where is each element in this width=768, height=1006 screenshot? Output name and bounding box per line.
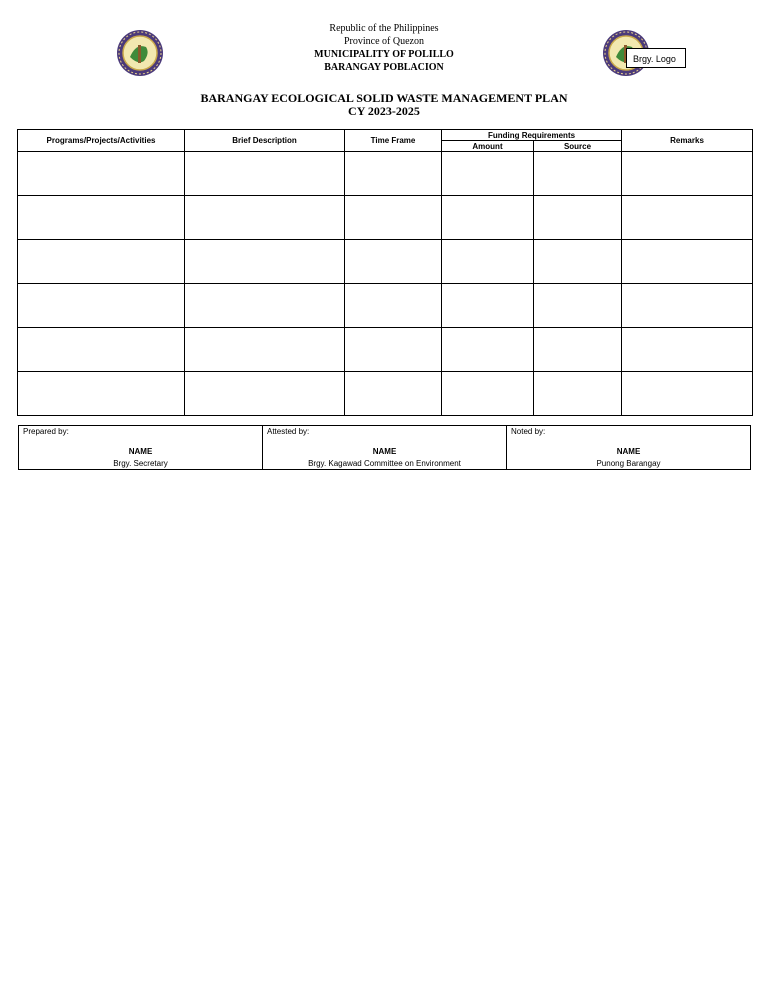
plan-table [17, 129, 753, 416]
table-cell[interactable] [18, 328, 185, 372]
table-cell[interactable] [442, 196, 534, 240]
col-header-remarks: Remarks [622, 130, 753, 152]
title-line: BARANGAY ECOLOGICAL SOLID WASTE MANAGEMENT PLAN [200, 91, 568, 105]
table-cell[interactable] [345, 240, 442, 284]
col-header-timeframe: Time Frame [345, 130, 442, 152]
table-cell[interactable] [534, 372, 622, 416]
table-cell[interactable] [534, 152, 622, 196]
table-cell[interactable] [18, 372, 185, 416]
signatory-label: Noted by: [511, 427, 546, 436]
signatory-name: NAME [128, 447, 153, 456]
table-row [18, 240, 753, 284]
signatory-label: Prepared by: [23, 427, 69, 436]
col-header-amount: Amount [442, 141, 534, 152]
table-cell[interactable] [345, 196, 442, 240]
signatories-block [18, 425, 751, 470]
table-cell[interactable] [345, 372, 442, 416]
document-title [0, 92, 768, 118]
signatory-name: NAME [372, 447, 397, 456]
col-header-programs: Programs/Projects/Activities [18, 130, 185, 152]
table-cell[interactable] [345, 328, 442, 372]
table-cell[interactable] [622, 328, 753, 372]
signatory-attested [263, 426, 507, 469]
table-cell[interactable] [18, 284, 185, 328]
table-cell[interactable] [622, 284, 753, 328]
table-cell[interactable] [622, 372, 753, 416]
header-republic: Republic of the Philippines [329, 23, 439, 34]
table-cell[interactable] [442, 240, 534, 284]
col-header-source: Source [534, 141, 622, 152]
table-cell[interactable] [18, 196, 185, 240]
table-row [18, 328, 753, 372]
table-row [18, 284, 753, 328]
signatory-role: Brgy. Kagawad Committee on Environment [308, 459, 461, 468]
table-cell[interactable] [185, 196, 345, 240]
document-header [0, 22, 768, 74]
brgy-logo-placeholder: Brgy. Logo [626, 48, 686, 68]
table-cell[interactable] [622, 196, 753, 240]
table-cell[interactable] [185, 284, 345, 328]
header-barangay: BARANGAY POBLACION [324, 62, 444, 73]
table-cell[interactable] [185, 372, 345, 416]
table-cell[interactable] [442, 152, 534, 196]
signatory-role: Brgy. Secretary [113, 459, 168, 468]
table-cell[interactable] [622, 240, 753, 284]
signatory-prepared [19, 426, 263, 469]
signatory-noted [507, 426, 750, 469]
table-row [18, 196, 753, 240]
table-cell[interactable] [442, 284, 534, 328]
signatory-role: Punong Barangay [596, 459, 661, 468]
table-cell[interactable] [534, 196, 622, 240]
signatory-name: NAME [616, 447, 641, 456]
col-header-funding: Funding Requirements [442, 130, 622, 141]
table-cell[interactable] [534, 240, 622, 284]
signatory-label: Attested by: [267, 427, 310, 436]
table-cell[interactable] [622, 152, 753, 196]
table-cell[interactable] [534, 284, 622, 328]
table-cell[interactable] [345, 152, 442, 196]
table-cell[interactable] [18, 240, 185, 284]
table-cell[interactable] [185, 328, 345, 372]
header-province: Province of Quezon [344, 36, 424, 47]
header-municipality: MUNICIPALITY OF POLILLO [314, 49, 454, 60]
col-header-description: Brief Description [185, 130, 345, 152]
table-row [18, 372, 753, 416]
table-cell[interactable] [185, 152, 345, 196]
table-row [18, 152, 753, 196]
table-cell[interactable] [442, 328, 534, 372]
table-cell[interactable] [345, 284, 442, 328]
title-year: CY 2023-2025 [348, 104, 420, 118]
table-cell[interactable] [534, 328, 622, 372]
table-cell[interactable] [185, 240, 345, 284]
table-cell[interactable] [442, 372, 534, 416]
table-cell[interactable] [18, 152, 185, 196]
